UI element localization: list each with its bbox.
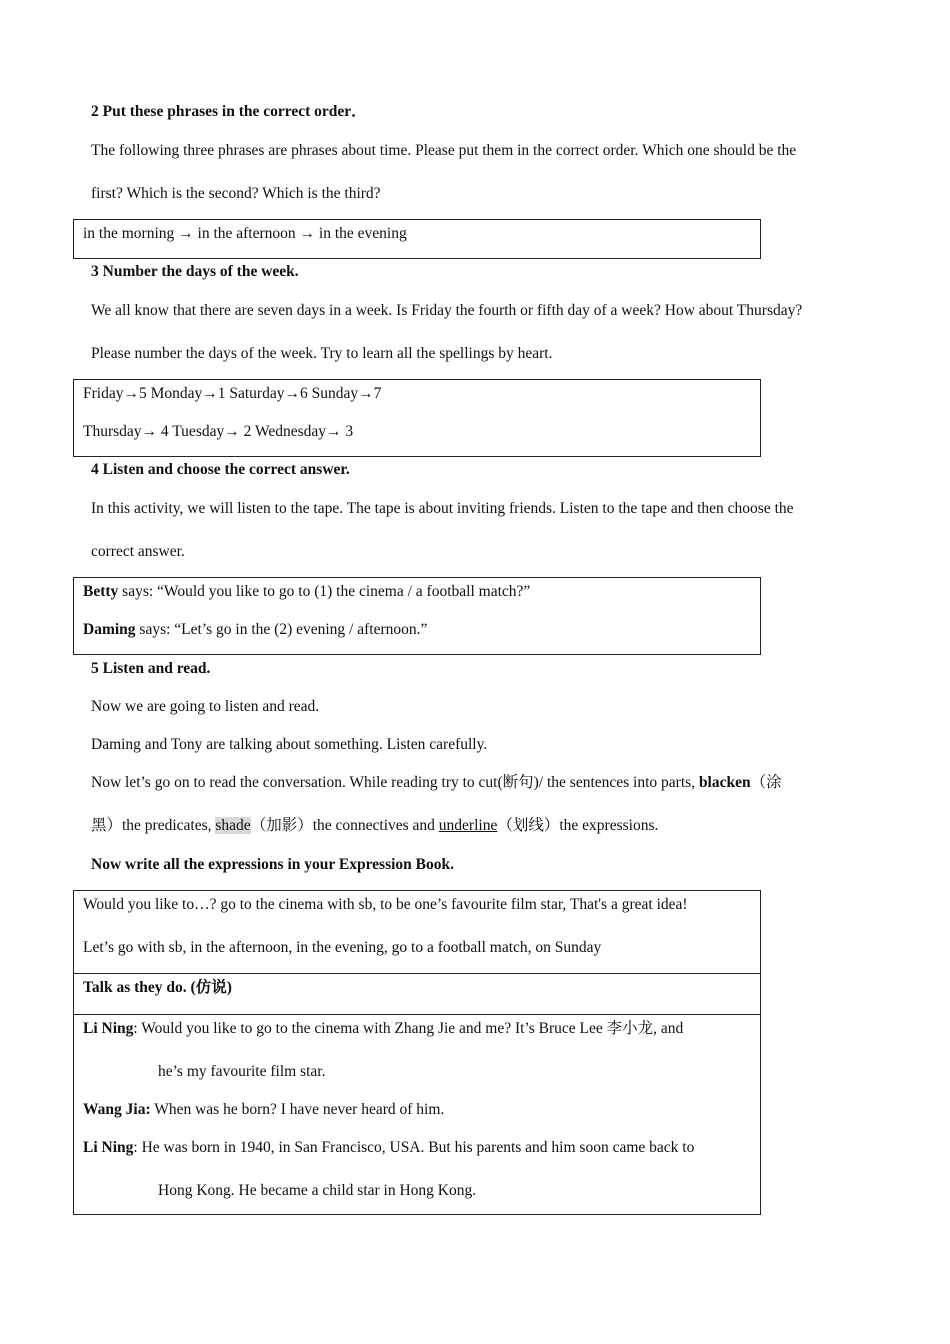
- section-2-paragraph-line-1: The following three phrases are phrases about time. Please put them in the correct order. Which one should be the: [91, 142, 797, 159]
- expressions-row: [74, 891, 760, 973]
- talk-heading-row: [74, 973, 760, 1014]
- section-5-line-2: Daming and Tony are talking about something. Listen carefully.: [91, 736, 488, 753]
- speaker-betty: Betty: [83, 583, 119, 600]
- section-3-heading: 3 Number the days of the week.: [91, 263, 299, 280]
- days-line-2: Thursday→ 4 Tuesday→ 2 Wednesday→ 3: [83, 423, 354, 440]
- section-5-line-4-c: （划线）the expressions.: [497, 817, 659, 834]
- section-4-paragraph-line-1: In this activity, we will listen to the tape. The tape is about inviting friends. Listen to the tape and then choose the: [91, 500, 794, 517]
- days-of-week-box: [73, 379, 761, 457]
- dialogue-row: [74, 1014, 760, 1215]
- dialogue-line-1-text: Would you like to go to the cinema with Zhang Jie and me? It’s Bruce Lee 李小龙, and: [141, 1020, 684, 1037]
- expressions-table: [73, 890, 761, 1215]
- underline-word: underline: [438, 817, 498, 834]
- section-5-line-3-b: （涂: [750, 774, 782, 791]
- section-5-line-1: Now we are going to listen and read.: [91, 698, 320, 715]
- section-5-line-4: [91, 816, 658, 836]
- dialogue-line-1: [83, 1019, 683, 1039]
- answer-line-2-text: says: “Let’s go in the (2) evening / afternoon.”: [135, 621, 428, 638]
- dialogue-line-3-text: He was born in 1940, in San Francisco, USA. But his parents and him soon came back to: [141, 1139, 695, 1156]
- talk-heading: Talk as they do. (仿说): [83, 979, 232, 996]
- section-4-paragraph-line-2: correct answer.: [91, 543, 185, 560]
- phrase-order-box: [73, 219, 761, 259]
- dialogue-line-2: [83, 1100, 444, 1120]
- answer-line-1-text: says: “Would you like to go to (1) the cinema / a football match?”: [118, 583, 531, 600]
- phrase-order-answer: in the morning → in the afternoon → in the evening: [83, 225, 407, 242]
- section-5-line-3: [91, 773, 782, 793]
- expression-book-heading: Now write all the expressions in your Expression Book.: [91, 856, 454, 873]
- shade-word: shade: [215, 817, 251, 834]
- blacken-word: blacken: [698, 774, 751, 791]
- dialogue-line-2-text: When was he born? I have never heard of him.: [154, 1101, 445, 1118]
- answer-line-2: [83, 620, 427, 640]
- section-5-heading: 5 Listen and read.: [91, 660, 211, 677]
- speaker-li-ning: Li Ning: [83, 1020, 134, 1037]
- section-2-paragraph-line-2: first? Which is the second? Which is the third?: [91, 185, 381, 202]
- separator: :: [133, 1139, 142, 1156]
- expressions-line-1: Would you like to…? go to the cinema with sb, to be one’s favourite film star, That's a great idea!: [83, 896, 688, 913]
- speaker-daming: Daming: [83, 621, 136, 638]
- section-5-line-4-b: （加影）the connectives and: [250, 817, 439, 834]
- answer-line-1: [83, 582, 530, 602]
- section-4-heading: 4 Listen and choose the correct answer.: [91, 461, 350, 478]
- listening-answer-box: [73, 577, 761, 655]
- section-5-line-4-a: 黑）the predicates,: [91, 817, 216, 834]
- section-3-paragraph-line-2: Please number the days of the week. Try to learn all the spellings by heart.: [91, 345, 553, 362]
- section-2-heading: 2 Put these phrases in the correct order．: [91, 103, 367, 120]
- dialogue-line-1-cont: he’s my favourite film star.: [158, 1063, 326, 1080]
- dialogue-line-3-cont: Hong Kong. He became a child star in Hong Kong.: [158, 1182, 477, 1199]
- days-line-1: Friday→5 Monday→1 Saturday→6 Sunday→7: [83, 385, 382, 402]
- speaker-li-ning: Li Ning: [83, 1139, 134, 1156]
- section-5-line-3-a: Now let’s go on to read the conversation. While reading try to cut(断句)/ the sentences into parts,: [91, 774, 699, 791]
- expressions-line-2: Let’s go with sb, in the afternoon, in the evening, go to a football match, on Sunday: [83, 939, 602, 956]
- separator: :: [133, 1020, 142, 1037]
- section-3-paragraph-line-1: We all know that there are seven days in a week. Is Friday the fourth or fifth day of a week? How about Thursday?: [91, 302, 803, 319]
- speaker-wang-jia: Wang Jia:: [83, 1101, 151, 1118]
- dialogue-line-3: [83, 1138, 694, 1158]
